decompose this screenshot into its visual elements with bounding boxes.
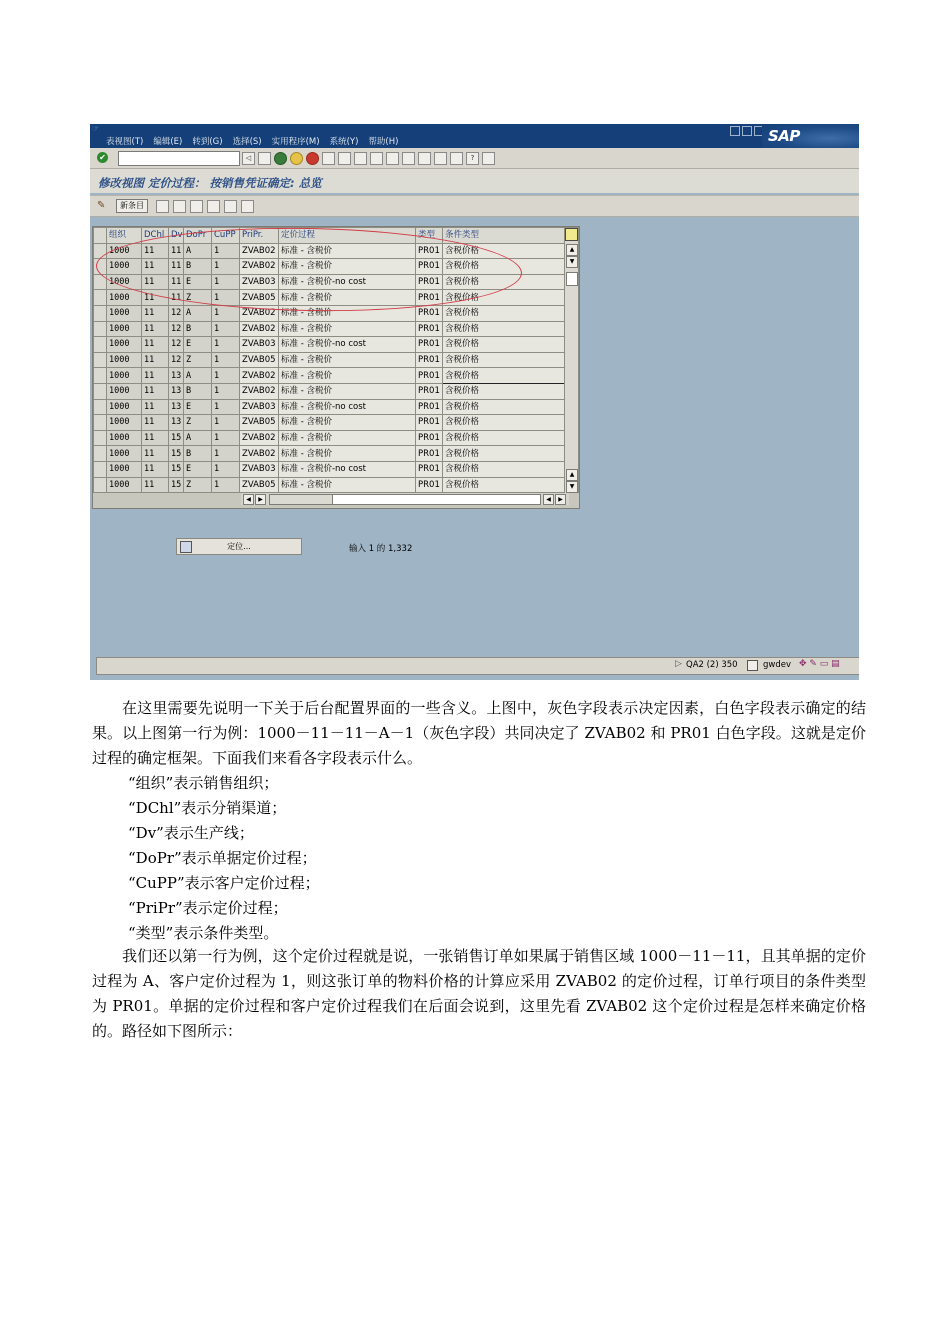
- org-cell: 1000: [107, 352, 142, 368]
- print-icon[interactable]: [322, 152, 335, 165]
- table-row[interactable]: [94, 415, 579, 431]
- dchl-cell: 11: [142, 305, 169, 321]
- table-row[interactable]: [94, 430, 579, 446]
- dv-cell: 12: [169, 321, 184, 337]
- type-cell[interactable]: PR01: [416, 321, 443, 337]
- table-row[interactable]: [94, 274, 579, 290]
- condition-type-cell[interactable]: 含税价格: [443, 477, 565, 493]
- save-icon[interactable]: [258, 152, 271, 165]
- application-toolbar-icons: [156, 200, 254, 213]
- type-cell[interactable]: PR01: [416, 383, 443, 399]
- org-cell: 1000: [107, 446, 142, 462]
- row-selector[interactable]: [94, 368, 107, 384]
- pripr-cell[interactable]: ZVAB05: [240, 352, 279, 368]
- org-cell: 1000: [107, 399, 142, 415]
- horizontal-thumb[interactable]: [270, 495, 333, 504]
- cupp-cell: 1: [212, 259, 240, 275]
- position-button-label: 定位...: [227, 542, 251, 551]
- row-selector[interactable]: [94, 415, 107, 431]
- org-cell: 1000: [107, 477, 142, 493]
- type-cell[interactable]: PR01: [416, 368, 443, 384]
- exit-icon[interactable]: [290, 152, 303, 165]
- procedure-text-cell[interactable]: 标准 - 含税价-no cost: [279, 399, 416, 415]
- dchl-cell: 11: [142, 399, 169, 415]
- column-header[interactable]: 组织: [107, 228, 142, 244]
- condition-type-cell[interactable]: 含税价格: [443, 461, 565, 477]
- dchl-cell: 11: [142, 461, 169, 477]
- dopr-cell: Z: [184, 290, 212, 306]
- dopr-cell: E: [184, 274, 212, 290]
- dopr-cell: A: [184, 243, 212, 259]
- procedure-text-cell[interactable]: 标准 - 含税价: [279, 446, 416, 462]
- condition-type-cell[interactable]: 含税价格: [443, 446, 565, 462]
- procedure-text-cell[interactable]: 标准 - 含税价: [279, 352, 416, 368]
- cupp-cell: 1: [212, 337, 240, 353]
- minimize-icon[interactable]: [730, 126, 740, 136]
- dchl-cell: 11: [142, 383, 169, 399]
- scroll-down-icon[interactable]: ▼: [566, 256, 578, 268]
- dchl-cell: 11: [142, 352, 169, 368]
- condition-type-cell[interactable]: 含税价格: [443, 305, 565, 321]
- list-item: “CuPP”表示客户定价过程；: [128, 874, 320, 892]
- row-selector[interactable]: [94, 290, 107, 306]
- entry-counter: 输入 1 的 1,332: [349, 544, 413, 554]
- restore-icon[interactable]: [742, 126, 752, 136]
- dopr-cell: A: [184, 430, 212, 446]
- horizontal-scrollbar[interactable]: [241, 493, 569, 505]
- dv-cell: 15: [169, 461, 184, 477]
- cupp-cell: 1: [212, 290, 240, 306]
- list-item: “PriPr”表示定价过程；: [128, 899, 288, 917]
- table-settings-icon[interactable]: [565, 228, 578, 241]
- dchl-cell: 11: [142, 430, 169, 446]
- undo-icon[interactable]: [190, 200, 203, 213]
- row-selector-header[interactable]: [94, 228, 107, 244]
- dchl-cell: 11: [142, 321, 169, 337]
- vertical-scrollbar[interactable]: [564, 242, 578, 493]
- scroll-up-icon[interactable]: ▲: [566, 244, 578, 256]
- status-bar: [96, 657, 859, 675]
- org-cell: 1000: [107, 259, 142, 275]
- dv-cell: 13: [169, 383, 184, 399]
- row-selector[interactable]: [94, 352, 107, 368]
- dopr-cell: B: [184, 259, 212, 275]
- screen-title: 修改视图 定价过程： 按销售凭证确定: 总览: [98, 176, 322, 190]
- dchl-cell: 11: [142, 446, 169, 462]
- dopr-cell: B: [184, 321, 212, 337]
- cupp-cell: 1: [212, 368, 240, 384]
- shortcut-icon[interactable]: [450, 152, 463, 165]
- column-header[interactable]: 条件类型: [443, 228, 565, 244]
- org-cell: 1000: [107, 337, 142, 353]
- dopr-cell: E: [184, 399, 212, 415]
- dchl-cell: 11: [142, 337, 169, 353]
- standard-toolbar-icons: [242, 152, 495, 165]
- menu-help[interactable]: 帮助(H): [368, 137, 399, 147]
- dchl-cell: 11: [142, 477, 169, 493]
- dv-cell: 12: [169, 337, 184, 353]
- back-icon[interactable]: [274, 152, 287, 165]
- row-selector[interactable]: [94, 399, 107, 415]
- scroll-page-up-icon[interactable]: ▲: [566, 469, 578, 481]
- enter-check-icon[interactable]: ✔: [97, 152, 108, 163]
- last-page-icon[interactable]: [418, 152, 431, 165]
- table-grid: [93, 227, 579, 493]
- type-cell[interactable]: PR01: [416, 415, 443, 431]
- status-icons[interactable]: ✥ ✎ ▭ ▤: [799, 659, 840, 669]
- table-row[interactable]: [94, 368, 579, 384]
- pripr-cell[interactable]: ZVAB05: [240, 290, 279, 306]
- menu-utilities[interactable]: 实用程序(M): [271, 137, 320, 147]
- application-toolbar: [90, 195, 859, 217]
- type-cell[interactable]: PR01: [416, 399, 443, 415]
- new-session-icon[interactable]: [434, 152, 447, 165]
- next-page-icon[interactable]: [402, 152, 415, 165]
- dv-cell: 11: [169, 290, 184, 306]
- paragraph-2: 我们还以第一行为例，这个定价过程就是说，一张销售订单如果属于销售区域 1000－11－11，且其单据的定价过程为 A、客户定价过程为 1，则这张订单的物料价格的计算应采用 ZVAB02 的定价过程，订单行项目的条件类型为 PR01。单据的定价过程和客户定价过程我们在后面会说到，这里先看 ZVAB02 这个定价过程是怎样来确定价格的。路径如下图所示：: [92, 947, 866, 1040]
- condition-type-cell[interactable]: 含税价格: [443, 243, 565, 259]
- pripr-cell[interactable]: ZVAB05: [240, 477, 279, 493]
- dopr-cell: E: [184, 337, 212, 353]
- dchl-cell: 11: [142, 259, 169, 275]
- org-cell: 1000: [107, 321, 142, 337]
- dv-cell: 11: [169, 259, 184, 275]
- row-selector[interactable]: [94, 446, 107, 462]
- select-all-icon[interactable]: [207, 200, 220, 213]
- pripr-cell[interactable]: ZVAB02: [240, 305, 279, 321]
- dchl-cell: 11: [142, 368, 169, 384]
- menu-system[interactable]: 系统(Y): [329, 137, 359, 147]
- condition-type-cell[interactable]: 含税价格: [443, 368, 565, 384]
- new-entries-button[interactable]: 新条目: [116, 199, 148, 213]
- pripr-cell[interactable]: ZVAB02: [240, 321, 279, 337]
- row-selector[interactable]: [94, 321, 107, 337]
- table-row[interactable]: [94, 290, 579, 306]
- pripr-cell[interactable]: ZVAB03: [240, 337, 279, 353]
- procedure-text-cell[interactable]: 标准 - 含税价: [279, 243, 416, 259]
- layout-icon[interactable]: [482, 152, 495, 165]
- type-cell[interactable]: PR01: [416, 446, 443, 462]
- procedure-text-cell[interactable]: 标准 - 含税价: [279, 477, 416, 493]
- menu-list: [106, 135, 398, 147]
- dchl-cell: 11: [142, 274, 169, 290]
- scroll-thumb[interactable]: [566, 272, 578, 286]
- procedure-text-cell[interactable]: 标准 - 含税价: [279, 290, 416, 306]
- table-row[interactable]: [94, 383, 579, 399]
- horizontal-track[interactable]: [269, 494, 541, 505]
- procedure-text-cell[interactable]: 标准 - 含税价-no cost: [279, 337, 416, 353]
- row-selector[interactable]: [94, 259, 107, 275]
- sap-screenshot: [90, 124, 859, 680]
- pripr-cell[interactable]: ZVAB05: [240, 415, 279, 431]
- condition-type-cell[interactable]: 含税价格: [443, 415, 565, 431]
- standard-toolbar: [90, 148, 859, 169]
- pripr-cell[interactable]: ZVAB02: [240, 368, 279, 384]
- table-row[interactable]: [94, 305, 579, 321]
- cupp-cell: 1: [212, 461, 240, 477]
- cancel-icon[interactable]: [306, 152, 319, 165]
- table-row[interactable]: [94, 352, 579, 368]
- type-cell[interactable]: PR01: [416, 430, 443, 446]
- dchl-cell: 11: [142, 243, 169, 259]
- row-selector[interactable]: [94, 305, 107, 321]
- type-cell[interactable]: PR01: [416, 461, 443, 477]
- find-icon[interactable]: [338, 152, 351, 165]
- scroll-page-down-icon[interactable]: ▼: [566, 481, 578, 493]
- find-next-icon[interactable]: [354, 152, 367, 165]
- type-cell[interactable]: PR01: [416, 259, 443, 275]
- org-cell: 1000: [107, 430, 142, 446]
- dv-cell: 15: [169, 477, 184, 493]
- org-cell: 1000: [107, 305, 142, 321]
- scroll-left-end-icon[interactable]: ◀: [543, 494, 554, 505]
- pricing-procedure-table: [92, 226, 580, 509]
- cupp-cell: 1: [212, 383, 240, 399]
- condition-type-cell[interactable]: 含税价格: [443, 274, 565, 290]
- system-menu-icon[interactable]: ☞: [92, 124, 100, 133]
- deselect-all-icon[interactable]: [241, 200, 254, 213]
- condition-type-cell[interactable]: 含税价格: [443, 321, 565, 337]
- procedure-text-cell[interactable]: 标准 - 含税价: [279, 321, 416, 337]
- sap-logo-text: SAP: [768, 127, 800, 145]
- dv-cell: 11: [169, 274, 184, 290]
- dv-cell: 12: [169, 305, 184, 321]
- type-cell[interactable]: PR01: [416, 337, 443, 353]
- table-row[interactable]: [94, 337, 579, 353]
- table-row[interactable]: [94, 446, 579, 462]
- condition-type-cell[interactable]: 含税价格: [443, 352, 565, 368]
- column-header[interactable]: 定价过程: [279, 228, 416, 244]
- cupp-cell: 1: [212, 477, 240, 493]
- pripr-cell[interactable]: ZVAB03: [240, 399, 279, 415]
- column-header[interactable]: DoPr: [184, 228, 212, 244]
- dv-cell: 15: [169, 430, 184, 446]
- cupp-cell: 1: [212, 243, 240, 259]
- column-header[interactable]: PriPr.: [240, 228, 279, 244]
- dopr-cell: E: [184, 461, 212, 477]
- copy-icon[interactable]: [156, 200, 169, 213]
- screen-title-bar: [90, 169, 859, 193]
- procedure-text-cell[interactable]: 标准 - 含税价-no cost: [279, 461, 416, 477]
- cupp-cell: 1: [212, 352, 240, 368]
- dv-cell: 13: [169, 368, 184, 384]
- scroll-left-icon[interactable]: ◀: [243, 494, 254, 505]
- dopr-cell: B: [184, 446, 212, 462]
- scroll-right-icon[interactable]: ▶: [255, 494, 266, 505]
- pripr-cell[interactable]: ZVAB02: [240, 383, 279, 399]
- delete-icon[interactable]: [173, 200, 186, 213]
- row-selector[interactable]: [94, 243, 107, 259]
- previous-page-icon[interactable]: [386, 152, 399, 165]
- server-info: gwdev: [763, 660, 792, 670]
- list-item: “DoPr”表示单据定价过程；: [128, 849, 317, 867]
- pripr-cell[interactable]: ZVAB02: [240, 430, 279, 446]
- type-cell[interactable]: PR01: [416, 290, 443, 306]
- dv-cell: 13: [169, 415, 184, 431]
- condition-type-cell[interactable]: 含税价格: [443, 430, 565, 446]
- org-cell: 1000: [107, 243, 142, 259]
- condition-type-cell[interactable]: 含税价格: [443, 399, 565, 415]
- type-cell[interactable]: PR01: [416, 243, 443, 259]
- menu-goto[interactable]: 转到(G): [192, 137, 223, 147]
- table-row[interactable]: [94, 461, 579, 477]
- table-header-row: [94, 228, 579, 244]
- menu-table-view[interactable]: 表视图(T): [106, 137, 144, 147]
- table-row[interactable]: [94, 399, 579, 415]
- column-header[interactable]: DChl: [142, 228, 169, 244]
- dopr-cell: Z: [184, 477, 212, 493]
- procedure-text-cell[interactable]: 标准 - 含税价: [279, 415, 416, 431]
- cupp-cell: 1: [212, 399, 240, 415]
- paragraph-1: 在这里需要先说明一下关于后台配置界面的一些含义。上图中，灰色字段表示决定因素，白色字段表示确定的结果。以上图第一行为例：1000－11－11－A－1（灰色字段）共同决定了 ZVAB02 和 PR01 白色字段。这就是定价过程的确定框架。下面我们来看各字段表示什么。: [92, 699, 866, 767]
- procedure-text-cell[interactable]: 标准 - 含税价-no cost: [279, 274, 416, 290]
- command-field[interactable]: [118, 151, 240, 166]
- org-cell: 1000: [107, 368, 142, 384]
- session-icon[interactable]: [747, 660, 758, 671]
- menu-select[interactable]: 选择(S): [232, 137, 262, 147]
- row-selector[interactable]: [94, 383, 107, 399]
- procedure-text-cell[interactable]: 标准 - 含税价: [279, 305, 416, 321]
- cupp-cell: 1: [212, 321, 240, 337]
- procedure-text-cell[interactable]: 标准 - 含税价: [279, 259, 416, 275]
- cupp-cell: 1: [212, 430, 240, 446]
- dv-cell: 11: [169, 243, 184, 259]
- org-cell: 1000: [107, 274, 142, 290]
- type-cell[interactable]: PR01: [416, 274, 443, 290]
- procedure-text-cell[interactable]: 标准 - 含税价: [279, 430, 416, 446]
- select-block-icon[interactable]: [224, 200, 237, 213]
- row-selector[interactable]: [94, 461, 107, 477]
- procedure-text-cell[interactable]: 标准 - 含税价: [279, 368, 416, 384]
- dchl-cell: 11: [142, 290, 169, 306]
- row-selector[interactable]: [94, 337, 107, 353]
- pripr-cell[interactable]: ZVAB03: [240, 461, 279, 477]
- back-arrow-icon[interactable]: ◁: [242, 152, 255, 165]
- table-row[interactable]: [94, 259, 579, 275]
- cupp-cell: 1: [212, 446, 240, 462]
- row-selector[interactable]: [94, 274, 107, 290]
- column-header[interactable]: 类型: [416, 228, 443, 244]
- type-cell[interactable]: PR01: [416, 477, 443, 493]
- sap-logo: [762, 124, 859, 148]
- cupp-cell: 1: [212, 274, 240, 290]
- org-cell: 1000: [107, 383, 142, 399]
- dopr-cell: A: [184, 368, 212, 384]
- list-item: “组织”表示销售组织；: [128, 774, 279, 792]
- org-cell: 1000: [107, 461, 142, 477]
- condition-type-cell[interactable]: 含税价格: [443, 383, 565, 399]
- window-controls: [730, 126, 764, 136]
- type-cell[interactable]: PR01: [416, 352, 443, 368]
- list-item: “类型”表示条件类型。: [128, 924, 279, 942]
- cupp-cell: 1: [212, 305, 240, 321]
- condition-type-cell[interactable]: 含税价格: [443, 290, 565, 306]
- list-item: “DChl”表示分销渠道；: [128, 799, 287, 817]
- session-info: QA2 (2) 350: [686, 660, 738, 670]
- menu-bar: [90, 124, 859, 148]
- table-row[interactable]: [94, 243, 579, 259]
- dopr-cell: Z: [184, 352, 212, 368]
- display-change-icon[interactable]: ✎: [97, 200, 106, 211]
- pripr-cell[interactable]: ZVAB02: [240, 259, 279, 275]
- table-body: [94, 243, 579, 493]
- dchl-cell: 11: [142, 415, 169, 431]
- condition-type-cell[interactable]: 含税价格: [443, 337, 565, 353]
- pripr-cell[interactable]: ZVAB02: [240, 243, 279, 259]
- position-button[interactable]: [176, 538, 302, 555]
- dv-cell: 15: [169, 446, 184, 462]
- help-icon[interactable]: ?: [466, 152, 479, 165]
- row-selector[interactable]: [94, 430, 107, 446]
- first-page-icon[interactable]: [370, 152, 383, 165]
- org-cell: 1000: [107, 415, 142, 431]
- dopr-cell: Z: [184, 415, 212, 431]
- scroll-right-end-icon[interactable]: ▶: [555, 494, 566, 505]
- status-expand-icon[interactable]: ▷: [675, 659, 682, 669]
- pripr-cell[interactable]: ZVAB03: [240, 274, 279, 290]
- column-header[interactable]: Dv: [169, 228, 184, 244]
- dv-cell: 12: [169, 352, 184, 368]
- list-item: “Dv”表示生产线；: [128, 824, 254, 842]
- condition-type-cell[interactable]: 含税价格: [443, 259, 565, 275]
- row-selector[interactable]: [94, 477, 107, 493]
- menu-edit[interactable]: 编辑(E): [153, 137, 183, 147]
- dv-cell: 13: [169, 399, 184, 415]
- org-cell: 1000: [107, 290, 142, 306]
- table-row[interactable]: [94, 477, 579, 493]
- type-cell[interactable]: PR01: [416, 305, 443, 321]
- column-header[interactable]: CuPP: [212, 228, 240, 244]
- procedure-text-cell[interactable]: 标准 - 含税价: [279, 383, 416, 399]
- dopr-cell: B: [184, 383, 212, 399]
- table-row[interactable]: [94, 321, 579, 337]
- dopr-cell: A: [184, 305, 212, 321]
- pripr-cell[interactable]: ZVAB02: [240, 446, 279, 462]
- cupp-cell: 1: [212, 415, 240, 431]
